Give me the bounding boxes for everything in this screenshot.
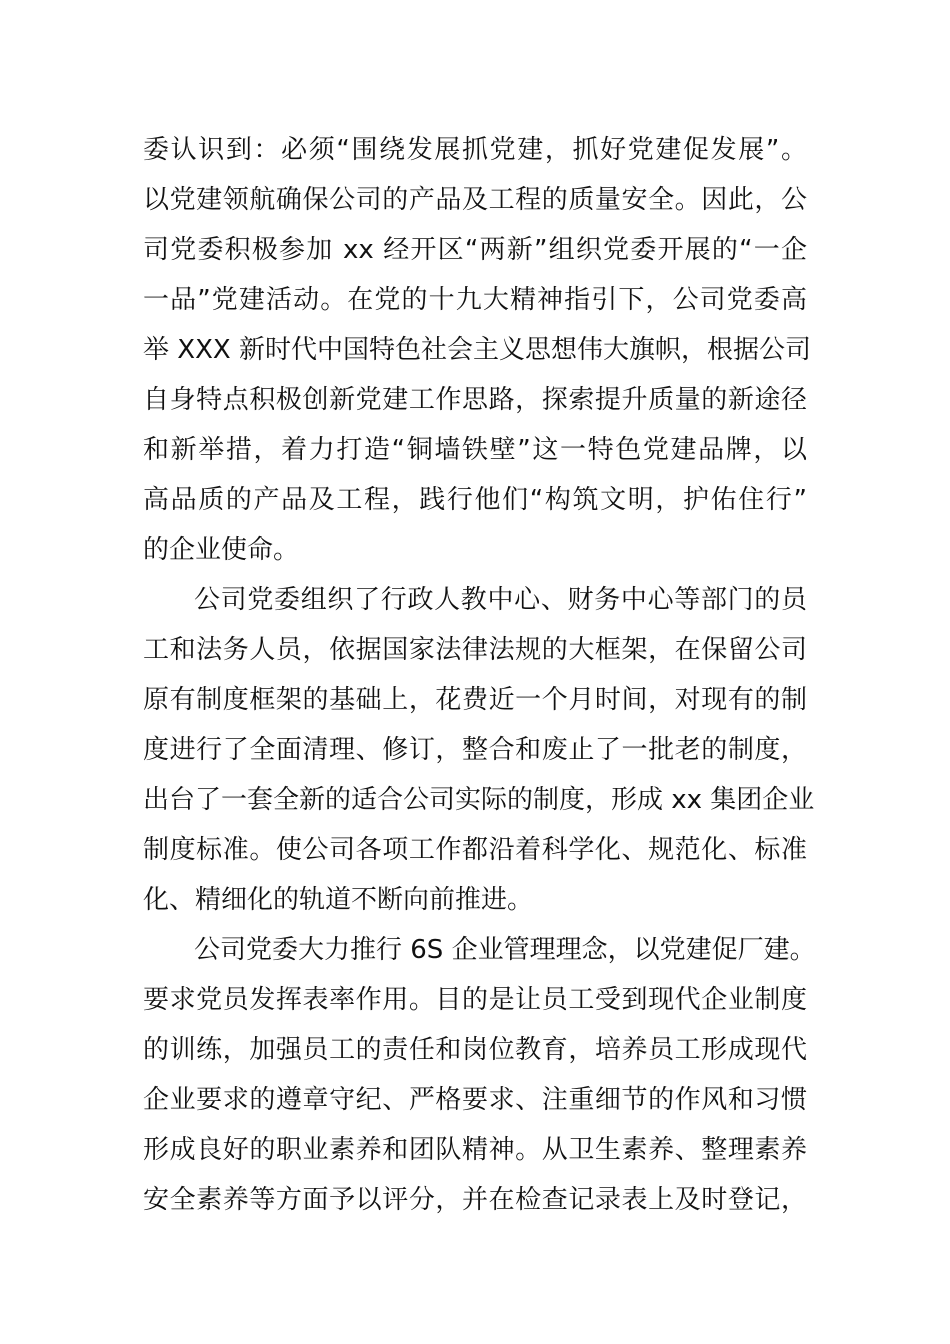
text-line: 高品质的产品及工程，践行他们“构筑文明，护佑住行”	[143, 485, 807, 515]
text-line: 自身特点积极创新党建工作思路，探索提升质量的新途径	[143, 385, 807, 415]
text-line: 形成良好的职业素养和团队精神。从卫生素养、整理素养	[143, 1135, 807, 1165]
text-line: 安全素养等方面予以评分，并在检查记录表上及时登记，	[143, 1185, 807, 1215]
text-line: 企业要求的遵章守纪、严格要求、注重细节的作风和习惯	[143, 1085, 807, 1115]
text-line: 制度标准。使公司各项工作都沿着科学化、规范化、标准	[143, 835, 807, 865]
text-line: 和新举措，着力打造“铜墙铁壁”这一特色党建品牌，以	[143, 435, 807, 465]
text-line: 工和法务人员，依据国家法律法规的大框架，在保留公司	[143, 635, 807, 665]
paragraph-first-line: 公司党委大力推行 6S 企业管理理念，以党建促厂建。	[194, 935, 816, 965]
text-line: 委认识到：必须“围绕发展抓党建，抓好党建促发展”。	[143, 135, 807, 165]
text-line: 要求党员发挥表率作用。目的是让员工受到现代企业制度	[143, 985, 807, 1015]
text-line: 举 XXX 新时代中国特色社会主义思想伟大旗帜，根据公司	[143, 335, 811, 365]
text-line: 司党委积极参加 xx 经开区“两新”组织党委开展的“一企	[143, 235, 807, 265]
text-line: 度进行了全面清理、修订，整合和废止了一批老的制度，	[143, 735, 807, 765]
paragraph-first-line: 公司党委组织了行政人教中心、财务中心等部门的员	[194, 585, 807, 615]
text-line: 的训练，加强员工的责任和岗位教育，培养员工形成现代	[143, 1035, 807, 1065]
text-line: 出台了一套全新的适合公司实际的制度，形成 xx 集团企业	[143, 785, 815, 815]
text-line: 原有制度框架的基础上，花费近一个月时间，对现有的制	[143, 685, 807, 715]
text-line: 一品”党建活动。在党的十九大精神指引下，公司党委高	[143, 285, 807, 315]
text-line: 的企业使命。	[143, 535, 300, 565]
text-line: 化、精细化的轨道不断向前推进。	[143, 885, 534, 915]
text-line: 以党建领航确保公司的产品及工程的质量安全。因此，公	[143, 185, 807, 215]
